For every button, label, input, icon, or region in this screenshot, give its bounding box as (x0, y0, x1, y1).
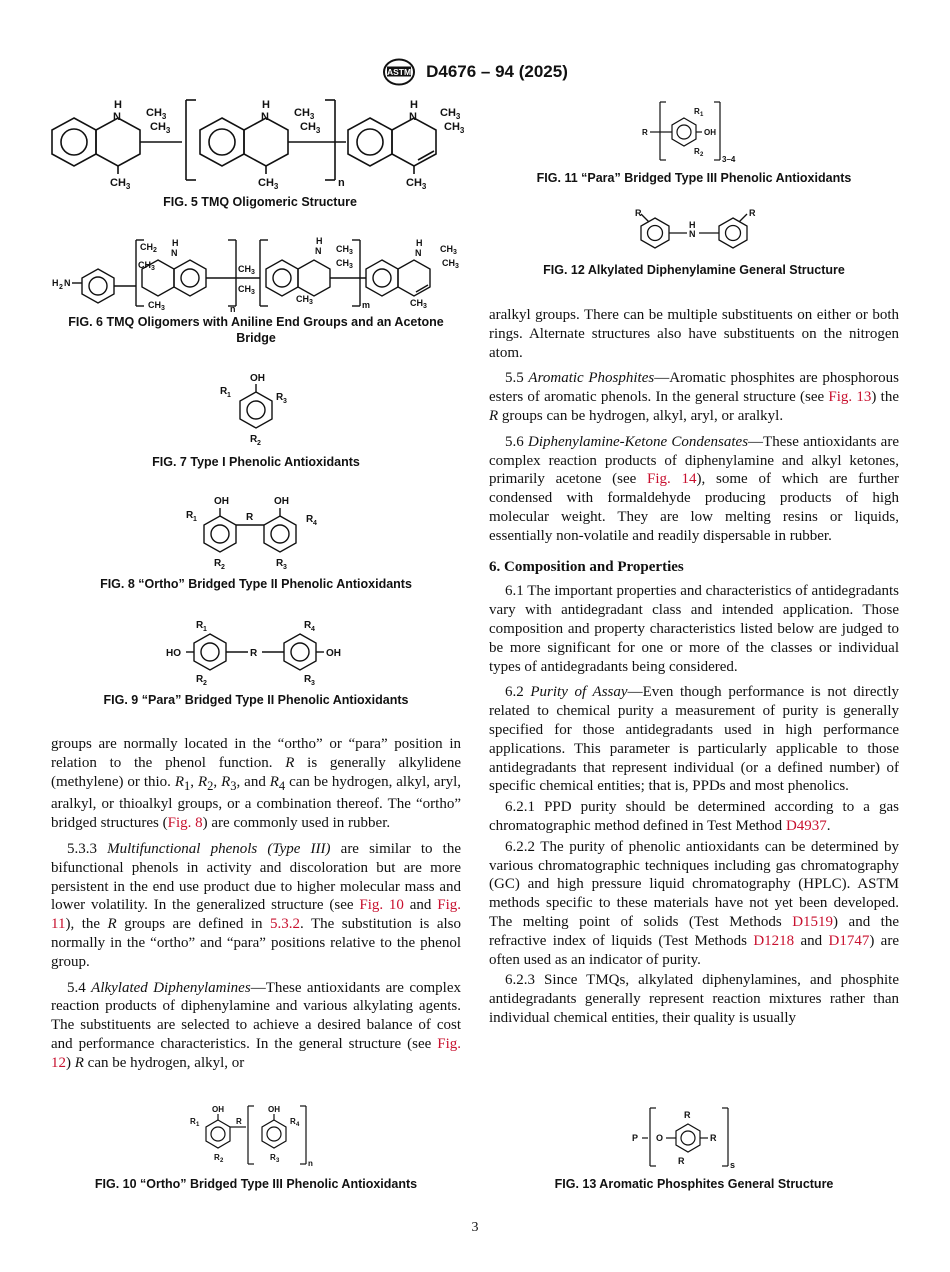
svg-text:N: N (409, 111, 417, 123)
fig11-caption: FIG. 11 “Para” Bridged Type III Phenolic Antioxidants (536, 171, 852, 185)
link-fig-8[interactable]: Fig. 8 (167, 815, 203, 832)
fig9-structure (156, 616, 356, 686)
svg-text:CH3: $CH_3$ (258, 177, 279, 191)
fig11-structure (624, 98, 764, 164)
svg-text:R: R (190, 1117, 196, 1126)
svg-text:O: O (656, 1133, 664, 1143)
svg-text:CH3: $CH_3$ (146, 107, 167, 121)
svg-text:CH3: $CH_3$ (406, 177, 427, 191)
svg-text:2: 2 (220, 1158, 224, 1164)
fig13-caption: FIG. 13 Aromatic Phosphites General Structure (554, 1177, 834, 1191)
link-d4937[interactable]: D4937 (785, 817, 827, 834)
svg-text:N: N (415, 248, 422, 258)
svg-text:CH3: $CH_3$ (442, 258, 459, 270)
svg-text:H: H (416, 238, 423, 248)
svg-text:R: R (684, 1110, 691, 1120)
svg-text:CH3: $CH_3$ (440, 107, 461, 121)
svg-text:N: N (261, 111, 269, 123)
svg-text:R: R (710, 1133, 717, 1143)
figure-13 (488, 1104, 900, 1192)
svg-text:1: 1 (227, 392, 231, 399)
figure-8 (50, 492, 462, 592)
svg-text:HO: HO (166, 648, 181, 659)
svg-text:4: 4 (313, 520, 317, 527)
svg-text:R: R (214, 1153, 220, 1162)
fig7-structure (206, 370, 306, 448)
paragraph-6-2-2: 6.2.2 The purity of phenolic antioxidants can be determined by various chromatographic techniques including gas chromatography (GC) and high pressure liquid chromatography (HPLC). ASTM methods specific to these materials have not yet been developed. The melting point of solids (Test Methods D1519) and the refractive index of liquids (Test Methods D1218 and D1747) are often used as an indicator of purity. (489, 838, 900, 968)
svg-text:R: R (642, 128, 648, 137)
paragraph-6-1: 6.1 The important properties and characteristics of antidegradants vary with antidegradant class and intended application. Those composition and property characteristics listed below are judged to be more significant for one or more of the classes or individual types of antidegradants being considered. (489, 583, 899, 675)
svg-text:H: H (114, 99, 122, 111)
paragraph-5-4-cont: aralkyl groups. There can be multiple substituents on either or both rings. Alternate structures also have substituents on the nitrogen atom. (489, 307, 899, 361)
svg-text:3: 3 (283, 398, 287, 405)
svg-text:CH3: $CH_3$ (336, 244, 353, 256)
link-fig-13[interactable]: Fig. 13 (828, 389, 872, 406)
fig7-caption: FIG. 7 Type I Phenolic Antioxidants (152, 455, 360, 469)
link-d1218[interactable]: D1218 (753, 932, 795, 949)
paragraph-5-5: 5.5 Aromatic Phosphites—Aromatic phosphites are phosphorous esters of aromatic phenols. In the general structure (see Fig. 13) the R groups can be hydrogen, alkyl, aryl, or aralkyl. (489, 370, 900, 424)
figure-12 (488, 208, 900, 278)
svg-text:OH: OH (268, 1105, 280, 1114)
svg-text:2: 2 (221, 564, 225, 570)
left-column-text (51, 735, 461, 1080)
link-d1519[interactable]: D1519 (792, 913, 834, 930)
fig12-caption: FIG. 12 Alkylated Diphenylamine General Structure (543, 263, 845, 277)
svg-text:N: N (689, 229, 696, 239)
svg-text:CH3: $CH_3$ (440, 244, 457, 256)
svg-text:R: R (290, 1117, 296, 1126)
svg-text:3: 3 (283, 564, 287, 570)
svg-text:OH: OH (274, 496, 289, 507)
svg-text:R: R (276, 558, 284, 569)
svg-text:1: 1 (700, 112, 704, 118)
svg-text:N: N (171, 248, 178, 258)
svg-text:H: H (689, 220, 696, 230)
svg-text:H: H (172, 238, 179, 248)
svg-text:CH3: $CH_3$ (238, 284, 255, 296)
paragraph-6-2: 6.2 Purity of Assay—Even though performance is not directly related to chemical purity a measurement of purity is generally specified for those antidegradants used in high performance applications. This parameter is particularly applicable to those antidegradants that represent individual (or a defined number) of specific chemical entities; that is, PPDs and most phenolics. (489, 684, 900, 795)
svg-text:3: 3 (276, 1158, 280, 1164)
link-fig-14[interactable]: Fig. 14 (647, 471, 697, 488)
svg-text:R: R (250, 648, 258, 659)
svg-text:R: R (276, 392, 284, 403)
svg-text:H: H (52, 278, 59, 288)
figure-10 (50, 1104, 462, 1192)
svg-text:N: N (64, 278, 71, 288)
svg-text:R: R (196, 620, 204, 631)
section-heading-6: 6. Composition and Properties (489, 558, 684, 575)
svg-text:OH: OH (214, 496, 229, 507)
svg-text:OH: OH (250, 373, 265, 384)
fig5-caption: FIG. 5 TMQ Oligomeric Structure (163, 195, 357, 209)
svg-text:R: R (635, 208, 642, 218)
astm-logo-icon (382, 58, 416, 86)
svg-text:CH3: $CH_3$ (150, 121, 171, 135)
svg-text:CH3: $CH_3$ (110, 177, 131, 191)
svg-text:2: 2 (700, 152, 704, 158)
svg-text:n: n (230, 304, 236, 312)
svg-text:2: 2 (203, 680, 207, 686)
fig6-caption: FIG. 6 TMQ Oligomers with Aniline End Groups and an Acetone Bridge (68, 315, 444, 345)
svg-text:R: R (236, 1117, 242, 1126)
svg-text:CH3: $CH_3$ (148, 300, 165, 312)
svg-text:s: s (730, 1160, 736, 1170)
svg-text:R: R (186, 510, 194, 521)
paragraph-6-2-1: 6.2.1 PPD purity should be determined according to a gas chromatographic method defined in Test Method D4937. (489, 799, 899, 834)
logo-text: ASTM (387, 66, 412, 77)
svg-text:R: R (214, 558, 222, 569)
svg-text:OH: OH (212, 1105, 224, 1114)
svg-text:4: 4 (311, 626, 315, 633)
right-column-text (489, 306, 899, 1035)
page-header (0, 58, 950, 86)
svg-text:R: R (196, 674, 204, 685)
figure-11 (488, 98, 900, 186)
fig8-structure (176, 492, 336, 570)
svg-text:CH3: $CH_3$ (444, 121, 465, 135)
svg-text:R: R (246, 512, 254, 523)
svg-text:CH3: $CH_3$ (336, 258, 353, 270)
svg-text:3–4: 3–4 (722, 155, 736, 164)
svg-text:OH: OH (704, 128, 716, 137)
svg-text:CH2: $CH_2$ (140, 242, 157, 254)
fig6-structure (50, 236, 462, 312)
svg-text:3: 3 (311, 680, 315, 686)
svg-text:R: R (678, 1156, 685, 1166)
svg-text:1: 1 (203, 626, 207, 633)
svg-text:R: R (749, 208, 756, 218)
fig12-structure (619, 208, 769, 256)
svg-text:2: 2 (59, 284, 63, 291)
svg-text:R: R (694, 147, 700, 156)
svg-text:H: H (316, 236, 323, 246)
figure-7 (50, 370, 462, 470)
svg-text:R: R (304, 620, 312, 631)
svg-text:CH3: $CH_3$ (238, 264, 255, 276)
svg-text:CH3: $CH_3$ (294, 107, 315, 121)
svg-text:n: n (308, 1159, 313, 1168)
link-section-5-3-2[interactable]: 5.3.2 (270, 916, 300, 933)
link-fig-11[interactable]: Fig. 11 (51, 897, 461, 933)
paragraph-5-3-2-cont: groups are normally located in the “ortho” or “para” position in relation to the phenol function. R is generally alkylidene (methylene) or thio. $R_1$, $R_2$, $R_3$, and $R_4$ can be hydrogen, alkyl, aryl, aralkyl, or thioalkyl groups, or a combination thereof. The “ortho” bridged structures (Fig. 8) are commonly used in rubber. (51, 736, 462, 832)
figure-6 (50, 236, 462, 346)
document-designation: D4676 – 94 (2025) (426, 62, 568, 81)
svg-text:CH3: $CH_3$ (410, 298, 427, 310)
svg-text:m: m (362, 300, 371, 310)
svg-text:n: n (338, 177, 345, 189)
svg-text:4: 4 (296, 1122, 300, 1128)
svg-text:H: H (410, 99, 418, 111)
paragraph-6-2-3: 6.2.3 Since TMQs, alkylated diphenylamines, and phosphite antidegradants generally represent reaction mixtures rather than individual chemical entities, their quality is usually (489, 972, 899, 1026)
svg-text:H: H (262, 99, 270, 111)
figure-9 (50, 616, 462, 708)
page-number: 3 (471, 1220, 479, 1235)
fig8-caption: FIG. 8 “Ortho” Bridged Type II Phenolic Antioxidants (100, 577, 412, 591)
link-d1747[interactable]: D1747 (828, 932, 870, 949)
svg-text:N: N (315, 246, 322, 256)
fig10-caption: FIG. 10 “Ortho” Bridged Type III Phenolic Antioxidants (94, 1177, 418, 1191)
svg-text:R: R (694, 107, 700, 116)
svg-text:R: R (270, 1153, 276, 1162)
fig13-structure (624, 1104, 764, 1170)
svg-text:CH3: $CH_3$ (138, 260, 155, 272)
fig5-structure (50, 96, 470, 192)
paragraph-5-4: 5.4 Alkylated Diphenylamines—These antioxidants are complex reaction products of diphenylamine and various alkylating agents. The substituents are selected to achieve a desired balance of cost and performance characteristics. In the general structure (see Fig. 12) R can be hydrogen, alkyl, or (51, 979, 461, 1071)
svg-text:OH: OH (326, 648, 341, 659)
svg-text:N: N (113, 111, 121, 123)
svg-text:R: R (250, 434, 258, 445)
svg-text:1: 1 (193, 516, 197, 523)
paragraph-5-3-3: 5.3.3 Multifunctional phenols (Type III) are similar to the bifunctional phenols in activity and discoloration but are more persistent in the end use product due to higher molecular mass and lower volatility. In the generalized structure (see Fig. 10 and Fig. 11), the R groups are defined in 5.3.2. The substitution is also normally in the “ortho” and “para” positions relative to the phenol group. (51, 840, 462, 970)
fig9-caption: FIG. 9 “Para” Bridged Type II Phenolic Antioxidants (103, 693, 409, 707)
fig10-structure (186, 1104, 326, 1170)
link-fig-12[interactable]: Fig. 12 (51, 1035, 461, 1071)
svg-text:P: P (632, 1133, 639, 1143)
svg-text:R: R (304, 674, 312, 685)
svg-text:CH3: $CH_3$ (296, 294, 313, 306)
svg-text:2: 2 (257, 440, 261, 447)
svg-text:1: 1 (196, 1122, 200, 1128)
svg-text:CH3: $CH_3$ (300, 121, 321, 135)
figure-5 (50, 96, 470, 210)
paragraph-5-6: 5.6 Diphenylamine-Ketone Condensates—These antioxidants are complex reaction products of diphenylamine and alkyl ketones, primarily acetone (see Fig. 14), some of which are further condensed with formaldehyde producing products of high molecular weight. They are low melting resins or liquids, essentially non-volatile and readily dispersable in rubber. (489, 433, 899, 544)
svg-text:R: R (306, 514, 314, 525)
link-fig-10[interactable]: Fig. 10 (359, 897, 404, 914)
svg-text:R: R (220, 386, 228, 397)
